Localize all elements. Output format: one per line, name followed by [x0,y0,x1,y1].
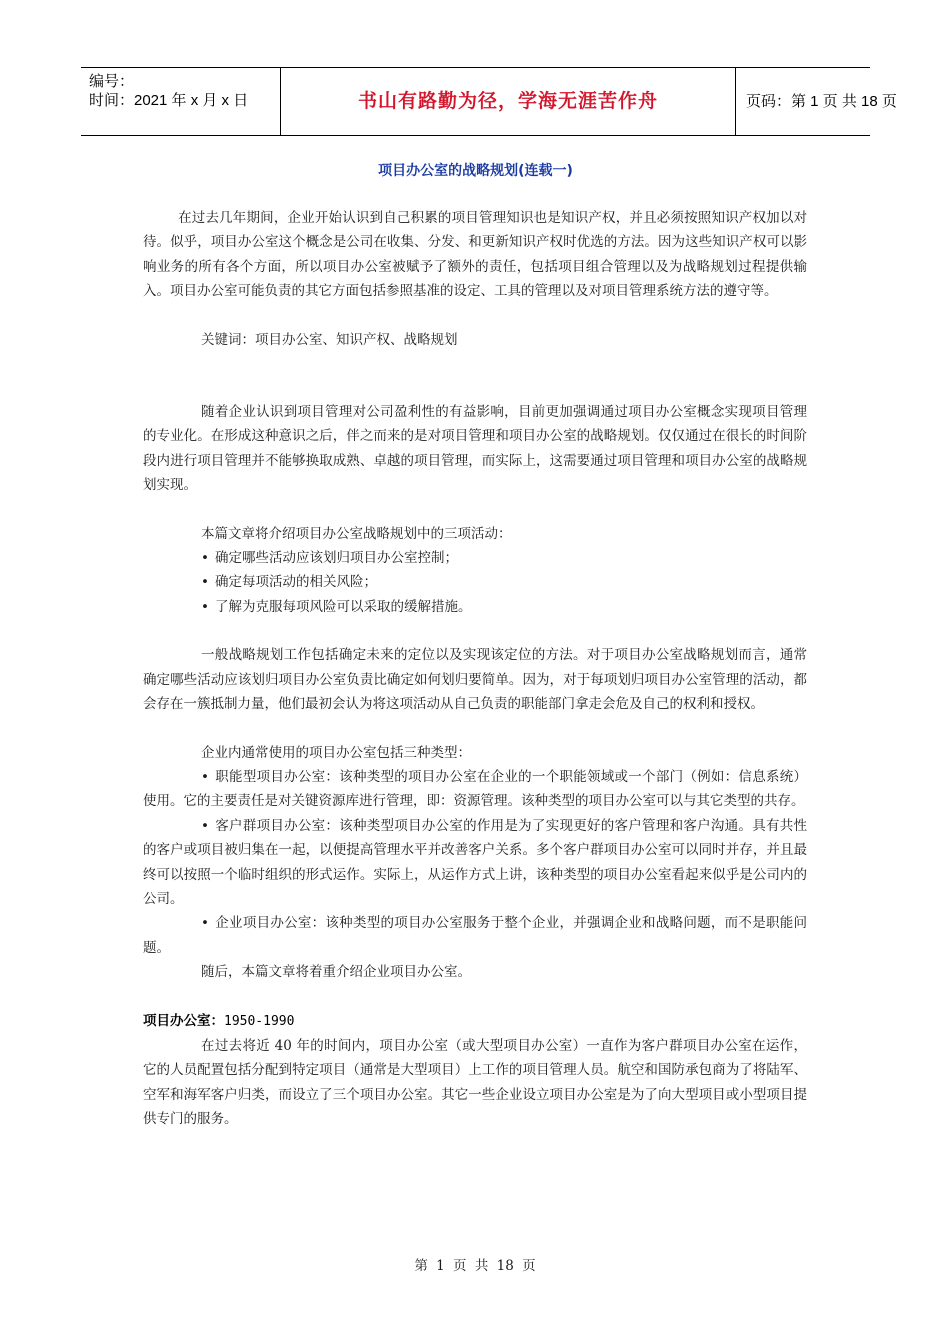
list-item: • 了解为克服每项风险可以采取的缓解措施。 [201,598,472,615]
paragraph-4: 一般战略规划工作包括确定未来的定位以及实现该定位的方法。对于项目办公室战略规划而言，通常确定哪些活动应该划归项目办公室负责比确定如何划归要简单。因为，对于每项划归项目办公室管理的活动，都会存在一簇抵制力量，他们最初会认为将这项活动从自己负责的职能部门拿走会危及自己的权利和授权。 [143,647,807,713]
page-header [81,67,897,136]
document-number-label: 编号： [89,73,135,90]
keywords-line: 关键词：项目办公室、知识产权、战略规划 [201,331,458,348]
paragraph-2: 随着企业认识到项目管理对公司盈利性的有益影响，目前更加强调通过项目办公室概念实现项目管理的专业化。在形成这种意识之后，伴之而来的是对项目管理和项目办公室的战略规划。仅仅通过在很长的时间阶段内进行项目管理并不能够换取成熟、卓越的项目管理，而实际上，这需要通过项目管理和项目办公室的战略规划实现。 [143,404,807,494]
paragraph-5-lead: 企业内通常使用的项目办公室包括三种类型： [201,744,472,761]
bullet-icon: • [201,574,209,591]
header-motto: 书山有路勤为径，学海无涯苦作舟 [281,68,736,135]
paragraph-3-lead: 本篇文章将介绍项目办公室战略规划中的三项活动： [201,525,512,542]
paragraph-6: 在过去将近 40 年的时间内，项目办公室（或大型项目办公室）一直作为客户群项目办公室在运作，它的人员配置包括分配到特定项目（通常是大型项目）上工作的项目管理人员。航空和国防承包商为了将陆军、空军和海军客户归类，而设立了三个项目办公室。其它一些企业设立项目办公室是为了向大型项目或小型项目提供专门的服务。 [143,1037,807,1128]
paragraph-5-close: 随后，本篇文章将着重介绍企业项目办公室。 [201,964,472,981]
bullet-icon: • [201,598,209,615]
list-item: • 确定每项活动的相关风险； [201,574,377,591]
list-item: • 企业项目办公室：该种类型的项目办公室服务于整个企业，并强调企业和战略问题，而不是职能问题。 [143,915,807,956]
document-title: 项目办公室的战略规划(连载一) [378,163,573,179]
section-heading: 项目办公室：1950-1990 [143,1012,295,1029]
bullet-icon: • [201,817,210,834]
document-date-label: 时间：2021 年 x 月 x 日 [89,92,249,109]
list-item: • 客户群项目办公室：该种类型项目办公室的作用是为了实现更好的客户管理和客户沟通。具有共性的客户或项目被归集在一起，以便提高管理水平并改善客户关系。多个客户群项目办公室可以同时并存，并且最终可以按照一个临时组织的形式运作。实际上，从运作方式上讲，该种类型的项目办公室看起来似乎是公司内的公司。 [143,817,807,907]
bullet-icon: • [201,915,210,932]
list-item: • 确定哪些活动应该划归项目办公室控制； [201,550,458,567]
document-body [143,206,807,1132]
header-page-number: 页码：第 1 页 共 18 页 [746,93,897,110]
paragraph-intro: 在过去几年期间，企业开始认识到自己积累的项目管理知识也是知识产权，并且必须按照知识产权加以对待。似乎，项目办公室这个概念是公司在收集、分发、和更新知识产权时优选的方法。因为这些知识产权可以影响业务的所有各个方面，所以项目办公室被赋予了额外的责任，包括项目组合管理以及为战略规划过程提供输入。项目办公室可能负责的其它方面包括参照基准的设定、工具的管理以及对项目管理系统方法的遵守等。 [143,210,807,300]
bullet-icon: • [201,768,210,785]
section-heading-years: 1950-1990 [224,1013,295,1029]
bullet-icon: • [201,550,209,567]
page-footer: 第 1 页 共 18 页 [414,1258,536,1274]
list-item: • 职能型项目办公室：该种类型的项目办公室在企业的一个职能领域或一个部门（例如：信息系统）使用。它的主要责任是对关键资源库进行管理，即：资源管理。该种类型的项目办公室可以与其它类型的共存。 [143,768,807,810]
header-meta-cell [81,68,281,135]
